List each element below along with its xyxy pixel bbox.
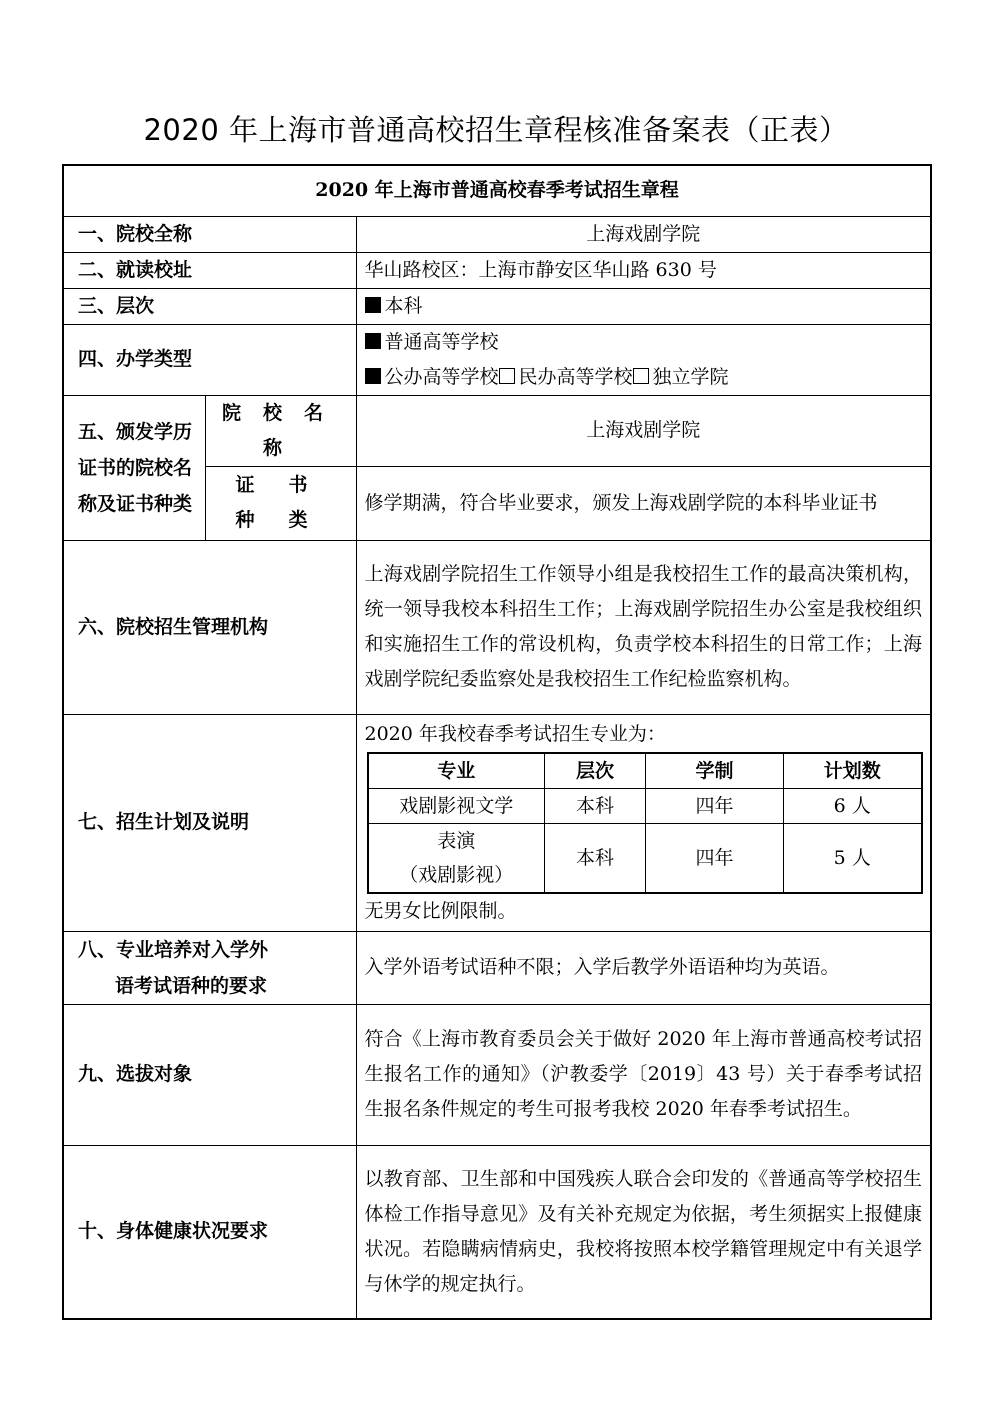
enrollment-plan-note: 无男女比例限制。	[364, 899, 517, 922]
certificate-label	[63, 395, 205, 540]
option-label: 普通高等学校	[384, 330, 499, 353]
issuing-school-label: 院校名称	[205, 395, 356, 466]
health-requirement-value: 以教育部、卫生部和中国残疾人联合会印发的《普通高等学校招生体检工作指导意见》及有关补充规定为依据，考生须据实上报健康状况。若隐瞒病情病史，我校将按照本校学籍管理规定中有关退学与休学的规定执行。	[356, 1145, 931, 1319]
level-value	[356, 288, 931, 324]
plan-header-major: 专业	[368, 753, 545, 789]
school-type-value	[356, 324, 931, 395]
page-title: 2020 年上海市普通高校招生章程核准备案表（正表）	[143, 113, 849, 147]
certificate-type-label: 证书种类	[205, 466, 356, 540]
campus-address-label: 二、就读校址	[63, 252, 356, 288]
admission-office-label: 六、院校招生管理机构	[63, 540, 356, 714]
plan-major	[368, 823, 545, 893]
plan-major: 戏剧影视文学	[368, 788, 545, 823]
row-eligible-candidates	[63, 1004, 931, 1145]
checked-box-icon	[365, 368, 381, 384]
row-language-requirement	[63, 931, 931, 1004]
filing-form-table	[62, 164, 932, 1320]
school-type-label: 四、办学类型	[63, 324, 356, 395]
issuing-school-value: 上海戏剧学院	[356, 395, 931, 466]
campus-address-value: 华山路校区：上海市静安区华山路 630 号	[356, 252, 931, 288]
unchecked-box-icon	[499, 368, 515, 384]
enrollment-plan-value	[356, 714, 931, 931]
language-requirement-label	[63, 931, 356, 1004]
enrollment-plan-table	[367, 752, 923, 894]
option-label: 公办高等学校	[384, 365, 499, 388]
enrollment-plan-label: 七、招生计划及说明	[63, 714, 356, 931]
certificate-label-line: 五、颁发学历	[78, 420, 193, 443]
health-requirement-label: 十、身体健康状况要求	[63, 1145, 356, 1319]
language-requirement-label-line: 语考试语种的要求	[115, 974, 268, 997]
level-option-undergraduate	[365, 295, 423, 317]
plan-header-row	[368, 753, 922, 789]
plan-level: 本科	[545, 823, 646, 893]
plan-major-line: （戏剧影视）	[399, 863, 514, 886]
level-option-label: 本科	[384, 294, 423, 317]
option-label: 民办高等学校	[518, 365, 633, 388]
row-certificate-school	[63, 395, 931, 466]
row-campus-address	[63, 252, 931, 288]
school-name-label: 一、院校全称	[63, 216, 356, 252]
enrollment-plan-intro: 2020 年我校春季考试招生专业为：	[364, 722, 666, 745]
school-type-option-regular	[365, 331, 499, 353]
plan-duration: 四年	[646, 788, 784, 823]
school-name-value: 上海戏剧学院	[356, 216, 931, 252]
plan-duration: 四年	[646, 823, 784, 893]
school-type-option-public	[365, 366, 499, 388]
checked-box-icon	[365, 333, 381, 349]
level-label: 三、层次	[63, 288, 356, 324]
plan-major-line: 表演	[437, 829, 476, 852]
plan-header-count: 计划数	[784, 753, 922, 789]
certificate-label-line: 称及证书种类	[78, 492, 193, 515]
plan-count: 5 人	[784, 823, 922, 893]
language-requirement-value: 入学外语考试语种不限；入学后教学外语语种均为英语。	[356, 931, 931, 1004]
eligible-candidates-value: 符合《上海市教育委员会关于做好 2020 年上海市普通高校考试招生报名工作的通知》（沪教委学〔2019〕43 号）关于春季考试招生报名条件规定的考生可报考我校 2020 年春季考试招生。	[356, 1004, 931, 1145]
school-type-line1	[365, 325, 923, 360]
plan-header-duration: 学制	[646, 753, 784, 789]
row-school-type	[63, 324, 931, 395]
option-label: 独立学院	[652, 365, 729, 388]
checked-box-icon	[365, 297, 381, 313]
table-row	[368, 823, 922, 893]
school-type-option-independent	[633, 366, 729, 388]
row-admission-office	[63, 540, 931, 714]
language-requirement-label-line: 八、专业培养对入学外	[78, 938, 269, 961]
school-type-line2	[365, 360, 923, 395]
school-type-option-private	[499, 366, 633, 388]
table-row	[368, 788, 922, 823]
row-health-requirement	[63, 1145, 931, 1319]
unchecked-box-icon	[633, 368, 649, 384]
admission-office-value: 上海戏剧学院招生工作领导小组是我校招生工作的最高决策机构，统一领导我校本科招生工作；上海戏剧学院招生办公室是我校组织和实施招生工作的常设机构，负责学校本科招生的日常工作；上海戏剧学院纪委监察处是我校招生工作纪检监察机构。	[356, 540, 931, 714]
eligible-candidates-label: 九、选拔对象	[63, 1004, 356, 1145]
row-level	[63, 288, 931, 324]
certificate-type-value: 修学期满，符合毕业要求，颁发上海戏剧学院的本科毕业证书	[356, 466, 931, 540]
plan-count: 6 人	[784, 788, 922, 823]
form-banner: 2020 年上海市普通高校春季考试招生章程	[63, 165, 931, 216]
row-school-name	[63, 216, 931, 252]
banner-row	[63, 165, 931, 216]
row-enrollment-plan	[63, 714, 931, 931]
plan-level: 本科	[545, 788, 646, 823]
plan-header-level: 层次	[545, 753, 646, 789]
certificate-label-line: 证书的院校名	[78, 456, 193, 479]
